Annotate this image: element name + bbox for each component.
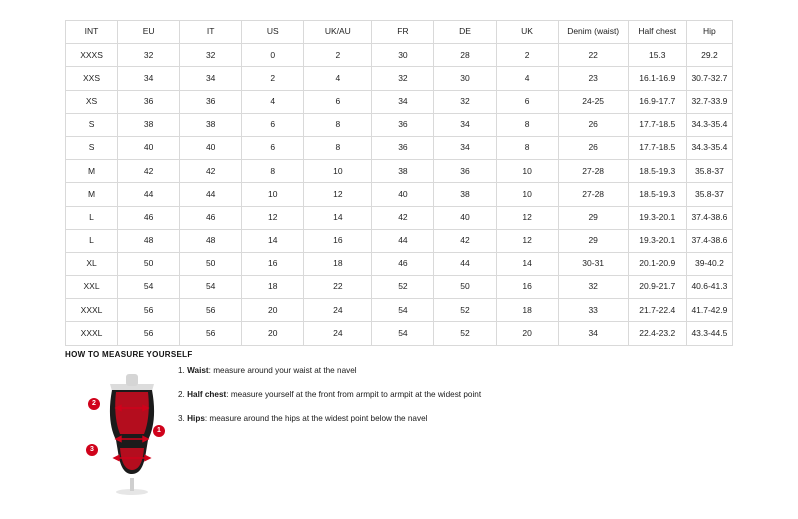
measure-note — [178, 414, 678, 424]
table-cell: 17.7-18.5 — [628, 136, 686, 159]
table-cell: 39-40.2 — [686, 252, 732, 275]
measure-notes — [178, 366, 678, 438]
table-cell: 56 — [118, 299, 180, 322]
table-cell: XXXL — [66, 299, 118, 322]
table-cell: 18 — [496, 299, 558, 322]
table-cell: 42 — [372, 206, 434, 229]
measure-note-term: Half chest — [187, 389, 227, 399]
table-cell: 12 — [496, 229, 558, 252]
table-header-row — [66, 21, 733, 44]
table-cell: 18.5-19.3 — [628, 183, 686, 206]
table-cell: 41.7-42.9 — [686, 299, 732, 322]
table-cell: 35.8-37 — [686, 160, 732, 183]
table-cell: 36 — [372, 113, 434, 136]
table-cell: 46 — [118, 206, 180, 229]
table-cell: 14 — [496, 252, 558, 275]
table-cell: 4 — [496, 67, 558, 90]
table-cell: 38 — [372, 160, 434, 183]
measure-note-term: Waist — [187, 366, 209, 375]
measure-note-number: 2. — [178, 389, 185, 399]
table-cell: 16 — [242, 252, 304, 275]
marker-1: 1 — [153, 425, 165, 437]
table-cell: L — [66, 229, 118, 252]
table-cell: 24 — [304, 322, 372, 345]
table-cell: S — [66, 136, 118, 159]
table-cell: XXXS — [66, 44, 118, 67]
table-row — [66, 44, 733, 67]
table-cell: 40 — [434, 206, 496, 229]
table-cell: 52 — [434, 299, 496, 322]
table-cell: 27-28 — [558, 160, 628, 183]
table-cell: 56 — [118, 322, 180, 345]
table-cell: 24 — [304, 299, 372, 322]
table-cell: 37.4-38.6 — [686, 206, 732, 229]
table-cell: M — [66, 160, 118, 183]
size-table — [65, 20, 733, 346]
measure-note-number: 3. — [178, 413, 185, 423]
table-cell: 29.2 — [686, 44, 732, 67]
table-cell: 20 — [242, 299, 304, 322]
table-cell: 48 — [180, 229, 242, 252]
table-cell: 36 — [372, 136, 434, 159]
table-row — [66, 276, 733, 299]
table-cell: 32 — [180, 44, 242, 67]
table-cell: XXS — [66, 67, 118, 90]
table-cell: 30.7-32.7 — [686, 67, 732, 90]
table-cell: 44 — [372, 229, 434, 252]
table-cell: 44 — [180, 183, 242, 206]
measure-note-text: : measure around the hips at the widest point below the navel — [204, 413, 428, 423]
table-row — [66, 136, 733, 159]
table-cell: 42 — [180, 160, 242, 183]
table-cell: 38 — [180, 113, 242, 136]
table-cell: 35.8-37 — [686, 183, 732, 206]
table-cell: 18 — [242, 276, 304, 299]
table-cell: 22 — [304, 276, 372, 299]
table-cell: 44 — [118, 183, 180, 206]
marker-3: 3 — [86, 444, 98, 456]
measure-note-text: : measure around your waist at the navel — [208, 366, 357, 375]
table-cell: 48 — [118, 229, 180, 252]
table-header-cell: US — [242, 21, 304, 44]
table-row — [66, 299, 733, 322]
table-cell: 46 — [180, 206, 242, 229]
table-cell: 54 — [180, 276, 242, 299]
table-cell: 34 — [558, 322, 628, 345]
table-cell: L — [66, 206, 118, 229]
table-cell: M — [66, 183, 118, 206]
table-cell: 54 — [372, 322, 434, 345]
measure-note-number: 1. — [178, 366, 185, 375]
table-cell: 34.3-35.4 — [686, 136, 732, 159]
table-cell: 12 — [304, 183, 372, 206]
table-cell: 20.9-21.7 — [628, 276, 686, 299]
table-cell: 6 — [242, 136, 304, 159]
table-cell: 16 — [496, 276, 558, 299]
table-cell: 50 — [180, 252, 242, 275]
table-cell: 22.4-23.2 — [628, 322, 686, 345]
table-cell: 43.3-44.5 — [686, 322, 732, 345]
table-cell: 30 — [434, 67, 496, 90]
table-cell: 0 — [242, 44, 304, 67]
table-cell: 20 — [496, 322, 558, 345]
table-cell: 32 — [434, 90, 496, 113]
table-cell: 44 — [434, 252, 496, 275]
measure-note-text: : measure yourself at the front from armpit to armpit at the widest point — [226, 389, 482, 399]
table-header-cell: UK/AU — [304, 21, 372, 44]
table-cell: 18 — [304, 252, 372, 275]
table-cell: 10 — [304, 160, 372, 183]
measure-note-term: Hips — [187, 413, 205, 423]
size-table-container — [65, 20, 733, 346]
how-to-measure-title: HOW TO MEASURE YOURSELF — [65, 350, 193, 359]
table-cell: 36 — [118, 90, 180, 113]
table-cell: 8 — [304, 136, 372, 159]
table-cell: 52 — [372, 276, 434, 299]
table-cell: 29 — [558, 206, 628, 229]
table-cell: 2 — [496, 44, 558, 67]
table-header-cell: Half chest — [628, 21, 686, 44]
table-cell: 6 — [496, 90, 558, 113]
table-cell: 23 — [558, 67, 628, 90]
table-cell: 2 — [304, 44, 372, 67]
table-cell: 16 — [304, 229, 372, 252]
table-cell: 8 — [496, 136, 558, 159]
table-row — [66, 206, 733, 229]
table-cell: 26 — [558, 136, 628, 159]
table-cell: 32 — [558, 276, 628, 299]
measure-note — [178, 390, 678, 400]
table-header-cell: IT — [180, 21, 242, 44]
table-row — [66, 252, 733, 275]
table-cell: 6 — [304, 90, 372, 113]
table-cell: 14 — [304, 206, 372, 229]
table-cell: 2 — [242, 67, 304, 90]
table-cell: 54 — [118, 276, 180, 299]
table-header-cell: EU — [118, 21, 180, 44]
table-cell: 20 — [242, 322, 304, 345]
table-cell: 34.3-35.4 — [686, 113, 732, 136]
table-cell: XL — [66, 252, 118, 275]
table-cell: 34 — [372, 90, 434, 113]
table-cell: 28 — [434, 44, 496, 67]
table-cell: 32 — [118, 44, 180, 67]
table-cell: 10 — [242, 183, 304, 206]
measure-note — [178, 366, 678, 376]
table-cell: 4 — [242, 90, 304, 113]
table-cell: 56 — [180, 299, 242, 322]
table-cell: 21.7-22.4 — [628, 299, 686, 322]
table-cell: XXL — [66, 276, 118, 299]
table-cell: 6 — [242, 113, 304, 136]
table-cell: XXXL — [66, 322, 118, 345]
table-cell: 38 — [118, 113, 180, 136]
table-cell: 12 — [242, 206, 304, 229]
table-cell: 17.7-18.5 — [628, 113, 686, 136]
table-cell: 34 — [180, 67, 242, 90]
table-cell: 42 — [434, 229, 496, 252]
table-cell: 19.3-20.1 — [628, 229, 686, 252]
table-cell: 52 — [434, 322, 496, 345]
table-cell: 32.7-33.9 — [686, 90, 732, 113]
table-row — [66, 113, 733, 136]
table-cell: 26 — [558, 113, 628, 136]
table-cell: 50 — [118, 252, 180, 275]
table-cell: 34 — [434, 136, 496, 159]
table-cell: 19.3-20.1 — [628, 206, 686, 229]
table-header-cell: Hip — [686, 21, 732, 44]
table-cell: 40 — [118, 136, 180, 159]
table-cell: 40 — [180, 136, 242, 159]
table-cell: 24-25 — [558, 90, 628, 113]
table-cell: 16.1-16.9 — [628, 67, 686, 90]
table-cell: 18.5-19.3 — [628, 160, 686, 183]
table-cell: XS — [66, 90, 118, 113]
table-cell: 36 — [180, 90, 242, 113]
table-cell: 8 — [242, 160, 304, 183]
table-cell: 40 — [372, 183, 434, 206]
mannequin-illustration — [84, 366, 180, 496]
table-cell: 30-31 — [558, 252, 628, 275]
table-header-cell: INT — [66, 21, 118, 44]
table-cell: 46 — [372, 252, 434, 275]
table-cell: 22 — [558, 44, 628, 67]
marker-2: 2 — [88, 398, 100, 410]
table-cell: 29 — [558, 229, 628, 252]
table-cell: 34 — [118, 67, 180, 90]
table-cell: 14 — [242, 229, 304, 252]
table-cell: 37.4-38.6 — [686, 229, 732, 252]
table-cell: 16.9-17.7 — [628, 90, 686, 113]
table-row — [66, 183, 733, 206]
table-cell: 20.1-20.9 — [628, 252, 686, 275]
table-cell: 40.6-41.3 — [686, 276, 732, 299]
table-cell: 42 — [118, 160, 180, 183]
table-cell: 54 — [372, 299, 434, 322]
table-cell: 8 — [304, 113, 372, 136]
table-cell: 12 — [496, 206, 558, 229]
table-cell: 8 — [496, 113, 558, 136]
table-cell: 36 — [434, 160, 496, 183]
table-cell: 30 — [372, 44, 434, 67]
table-cell: 15.3 — [628, 44, 686, 67]
table-cell: 4 — [304, 67, 372, 90]
table-header-cell: Denim (waist) — [558, 21, 628, 44]
table-cell: 10 — [496, 160, 558, 183]
table-row — [66, 322, 733, 345]
table-cell: 27-28 — [558, 183, 628, 206]
table-header-cell: FR — [372, 21, 434, 44]
table-row — [66, 229, 733, 252]
table-cell: 32 — [372, 67, 434, 90]
table-row — [66, 90, 733, 113]
table-row — [66, 67, 733, 90]
table-cell: 38 — [434, 183, 496, 206]
table-header-cell: UK — [496, 21, 558, 44]
table-cell: 10 — [496, 183, 558, 206]
table-cell: 50 — [434, 276, 496, 299]
table-cell: 33 — [558, 299, 628, 322]
table-cell: 34 — [434, 113, 496, 136]
table-cell: 56 — [180, 322, 242, 345]
table-row — [66, 160, 733, 183]
table-cell: S — [66, 113, 118, 136]
table-header-cell: DE — [434, 21, 496, 44]
